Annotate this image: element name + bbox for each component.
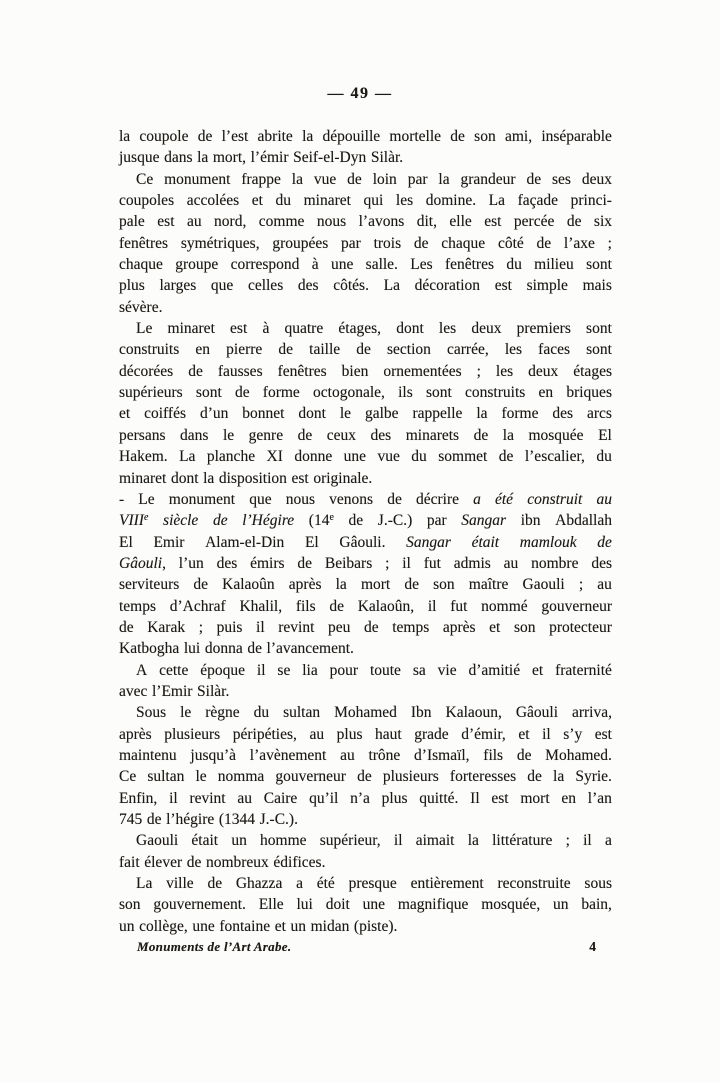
text-line: Ce sultan le nomma gouverneur de plusieurs forteresses de la Syrie. [119, 768, 612, 786]
text-line: Ce monument frappe la vue de loin par la grandeur de ses deux [136, 170, 612, 188]
text-line: Hakem. La planche XI donne une vue du sommet de l’escalier, du [119, 448, 612, 466]
text-line: fait élever de nombreux édifices. [119, 853, 326, 871]
text-line: maintenu jusqu’à l’avènement au trône d’Ismaïl, fils de Mohamed. [119, 746, 612, 764]
text-line: un collège, une fontaine et un midan (piste). [119, 917, 398, 935]
text-line: serviteurs de Kalaoûn après la mort de son maître Gaouli ; au [119, 576, 612, 594]
text-line: de Karak ; puis il revint peu de temps après et son protecteur [119, 618, 612, 636]
text-line: Katbogha lui donna de l’avancement. [119, 640, 354, 658]
paragraph [119, 830, 612, 873]
text-line: coupoles accolées et du minaret qui les domine. La façade princi- [119, 192, 612, 210]
text-line: La ville de Ghazza a été presque entièrement reconstruite sous [136, 875, 612, 893]
text-line: après plusieurs péripéties, au plus haut grade d’émir, et il s’y est [119, 725, 612, 743]
text-line: Enfin, il revint au Caire qu’il n’a plus quitté. Il est mort en l’an [119, 789, 612, 807]
text-line: pale est au nord, comme nous l’avons dit, elle est percée de six [119, 213, 612, 231]
text-line: Le minaret est à quatre étages, dont les deux premiers sont [136, 320, 612, 338]
text-line: sévère. [119, 298, 163, 316]
page-signature: 4 [589, 939, 596, 954]
text-line: - Le monument que nous venons de décrire a été construit au [119, 490, 612, 508]
text-line: persans dans le genre de ceux des minarets de la mosquée El [119, 426, 612, 444]
text-line: et coiffés d’un bonnet dont le galbe rappelle la forme des arcs [119, 405, 612, 423]
text-line: chaque groupe correspond à une salle. Les fenêtres du milieu sont [119, 256, 612, 274]
paragraph [119, 318, 612, 489]
body-text [119, 126, 612, 937]
text-line: fenêtres symétriques, groupées par trois de chaque côté de l’axe ; [119, 234, 612, 252]
text-line: 745 de l’hégire (1344 J.-C.). [119, 811, 298, 828]
text-line: VIIIe siècle de l’Hégire (14e de J.-C.) par Sangar ibn Abdallah [119, 512, 612, 530]
paragraph [119, 702, 612, 830]
text-line: Gaouli était un homme supérieur, il aimait la littérature ; il a [136, 832, 612, 850]
page-footer [119, 939, 612, 955]
text-line: avec l’Emir Silàr. [119, 682, 230, 700]
text-line: Gâouli, l’un des émirs de Beibars ; il fut admis au nombre des [119, 554, 612, 572]
text-line: supérieurs sont de forme octogonale, ils sont construits en briques [119, 384, 612, 402]
text-line: jusque dans la mort, l’émir Seif-el-Dyn Silàr. [119, 149, 404, 167]
text-line: construits en pierre de taille de section carrée, les faces sont [119, 341, 612, 359]
text-line: plus larges que celles des côtés. La décoration est simple mais [119, 277, 612, 295]
text-line: A cette époque il se lia pour toute sa vie d’amitié et fraternité [136, 661, 612, 679]
text-line: son gouvernement. Elle lui doit une magnifique mosquée, un bain, [119, 896, 612, 914]
paragraph [119, 873, 612, 937]
text-line: temps d’Achraf Khalil, fils de Kalaoûn, il fut nommé gouverneur [119, 597, 612, 615]
paragraph [119, 126, 612, 169]
paragraph [119, 660, 612, 703]
text-line: décorées de fausses fenêtres bien ornementées ; les deux étages [119, 362, 612, 380]
text-line: El Emir Alam-el-Din El Gâouli. Sangar était mamlouk de [119, 533, 612, 551]
text-line: la coupole de l’est abrite la dépouille mortelle de son ami, inséparable [119, 128, 612, 145]
page-number: — 49 — [327, 85, 393, 102]
footer-title: Monuments de l’Art Arabe. [137, 939, 292, 954]
text-line: Sous le règne du sultan Mohamed Ibn Kalaoun, Gâouli arriva, [136, 704, 612, 722]
paragraph [119, 169, 612, 318]
paragraph [119, 489, 612, 660]
text-line: minaret dont la disposition est originale. [119, 469, 373, 487]
